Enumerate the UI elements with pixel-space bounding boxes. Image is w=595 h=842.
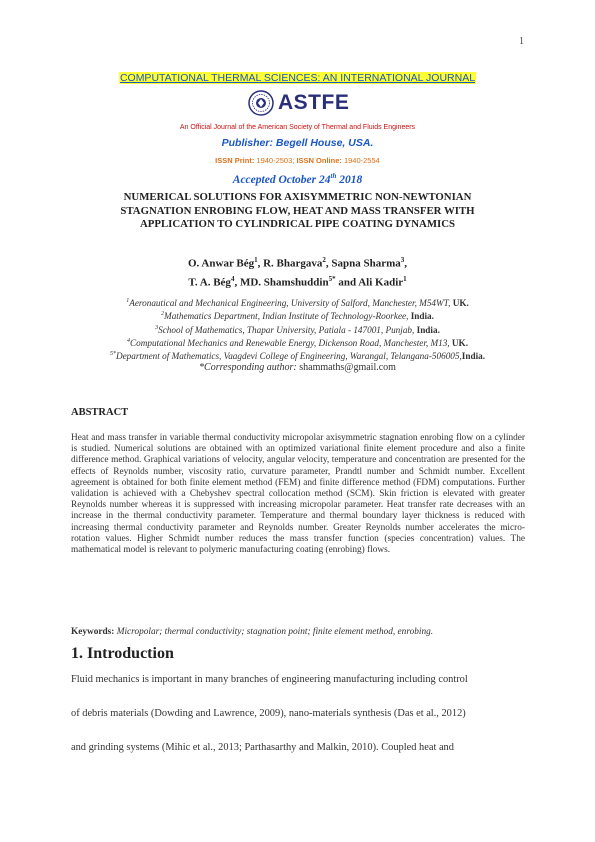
author-line-2 [0,272,595,291]
affiliation-item [0,349,595,362]
title-line: STAGNATION ENROBING FLOW, HEAT AND MASS TRANSFER WITH [120,204,475,217]
author-name: , R. Bhargava [257,257,323,270]
affiliation-item [0,296,595,309]
author-affil-sup: 4 [230,274,235,283]
author-name: , MD. Shamshuddin [234,276,329,289]
issn-online-label: ISSN Online: [296,156,342,165]
affiliation-text: Aeronautical and Mechanical Engineering, University of Salford, Manchester, M54WT, [129,298,453,309]
affiliation-sup: 1 [126,298,130,304]
affiliation-text: Department of Mathematics, Vaagdevi College of Engineering, Warangal, Telangana-506005, [115,351,462,362]
official-journal-line: An Official Journal of the American Society of Thermal and Fluids Engineers [179,124,416,131]
journal-name-link[interactable]: COMPUTATIONAL THERMAL SCIENCES: AN INTERNATIONAL JOURNAL [119,72,476,84]
corresponding-label: *Corresponding author: [199,362,300,373]
affiliation-item [0,336,595,349]
affiliation-text: Mathematics Department, Indian Institute of Technology-Roorkee, [164,311,411,322]
affiliation-country: UK. [452,298,469,309]
abstract-text: Heat and mass transfer in variable thermal conductivity micropolar axisymmetric stagnation enrobing flow on a cylinder is studied. Numerical solutions are obtained with an optimized variational finite element procedure and also a finite difference method. Graphical variations of velocity, angular velocity, temperature and concentration are presented for the effects of Reynolds number, viscosity ratio, curvature parameter, Prandtl number and Schmidt number. Excellent agreement is obtained for both finite element method (FEM) and finite difference method (FDM) computations. Further validation is achieved with a Chebyshev spectral collocation method (SCM). Skin friction is elevated with greater Reynolds number whereas it is suppressed with increasing micropolar parameter. Heat transfer rate decreases with an increase in the thermal conductivity parameter. Temperature and thermal boundary layer thickness is reduced with increasing thermal conductivity parameter and Reynolds number. Greater Reynolds number accelerates the micro-rotation values. Higher Schmidt number reduces the mass transfer function (species concentration) values. The mathematical model is relevant to polymeric manufacturing coating (enrobing) flows. [71,433,525,556]
astfe-seal-icon [248,90,274,116]
affiliation-text: Computational Mechanics and Renewable Energy, Dickenson Road, Manchester, M13, [130,338,452,349]
keywords-label: Keywords: [71,627,115,637]
issn-line [0,156,595,165]
issn-print-label: ISSN Print: [215,156,255,165]
introduction-heading: 1. Introduction [71,645,174,662]
affiliation-country: UK. [451,338,468,349]
affiliation-sup: 5* [109,351,116,358]
affiliation-sup: 2 [161,311,165,318]
affiliation-list [0,296,595,363]
intro-line: and grinding systems (Mihic et al., 2013; Parthasarthy and Malkin, 2010). Coupled heat and [71,742,454,753]
author-name: and Ali Kadir [335,276,404,289]
accepted-suffix: 2018 [336,173,363,186]
astfe-logo [248,88,349,118]
intro-line: of debris materials (Dowding and Lawrence, 2009), nano-materials synthesis (Das et al., 2012) [71,708,466,719]
logo-wordmark: ASTFE [278,91,350,114]
journal-name[interactable] [0,72,595,84]
affiliation-country: India. [410,311,434,322]
corresponding-email[interactable]: shammaths@gmail.com [299,362,396,373]
author-affil-sup: 3 [400,256,405,264]
author-name: O. Anwar Bég [187,257,255,270]
author-list [0,253,595,290]
title-line: NUMERICAL SOLUTIONS FOR AXISYMMETRIC NON-NEWTONIAN [123,191,472,203]
author-affil-sup: 1 [403,274,407,283]
affiliation-item [0,309,595,322]
affiliation-country: India. [461,351,486,362]
accepted-sup: th [330,172,337,180]
page-number: 1 [519,36,524,47]
author-affil-sup: 2 [322,256,326,264]
accepted-date [0,172,595,186]
affiliation-country: India. [416,324,440,335]
affiliation-sup: 4 [127,338,130,345]
author-separator: , [404,257,408,270]
abstract-heading: ABSTRACT [71,407,129,418]
keywords-text: Micropolar; thermal conductivity; stagnation point; finite element method, enrobing. [114,627,434,637]
intro-line: Fluid mechanics is important in many branches of engineering manufacturing including control [71,674,468,685]
author-name: , Sapna Sharma [325,257,401,270]
affiliation-sup: 3 [155,324,159,331]
corresponding-author [0,362,595,373]
paper-title [60,191,535,232]
author-affil-sup: 1 [254,256,258,264]
title-line: APPLICATION TO CYLINDRICAL PIPE COATING DYNAMICS [139,218,456,230]
author-name: T. A. Bég [188,276,231,289]
keywords [71,627,525,638]
accepted-prefix: Accepted October 24 [232,173,331,186]
author-line-1 [0,253,595,272]
publisher-line: Publisher: Begell House, USA. [221,137,374,149]
issn-print-value: 1940-2503; [254,156,297,165]
affiliation-text: School of Mathematics, Thapar University, Patiala - 147001, Punjab, [158,324,417,335]
author-affil-sup: 5* [328,274,336,283]
issn-online-value: 1940-2554 [341,156,380,165]
affiliation-item [0,323,595,336]
